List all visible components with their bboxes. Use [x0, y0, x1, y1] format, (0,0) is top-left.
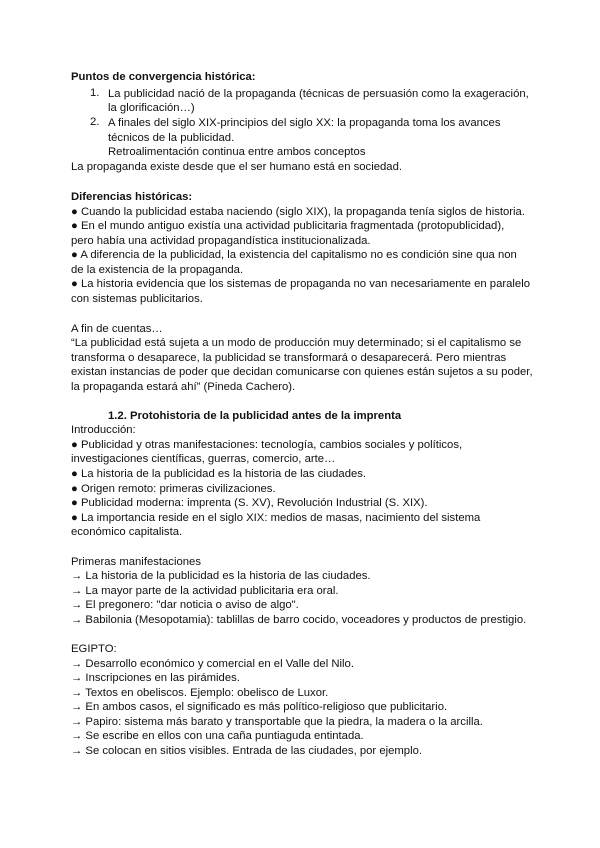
arrow-item: → Papiro: sistema más barato y transportable que la piedra, la madera o la arcilla.	[71, 716, 483, 728]
bullet-item-continued: con sistemas publicitarios.	[71, 293, 203, 305]
arrow-item: → En ambos casos, el significado es más político-religioso que publicitario.	[71, 701, 448, 713]
paragraph: La propaganda existe desde que el ser humano está en sociedad.	[71, 161, 402, 173]
subheading: Primeras manifestaciones	[71, 556, 201, 568]
bullet-item: ● Origen remoto: primeras civilizaciones.	[71, 483, 276, 495]
section-title-protohistory: 1.2. Protohistoria de la publicidad antes de la imprenta	[108, 410, 402, 422]
arrow-item: → Desarrollo económico y comercial en el Valle del Nilo.	[71, 658, 354, 670]
quote-line: la propaganda estará ahí” (Pineda Cachero).	[71, 381, 296, 393]
arrow-item: → La historia de la publicidad es la historia de las ciudades.	[71, 570, 371, 582]
list-item-text: A finales del siglo XIX-principios del siglo XX: la propaganda toma los avances	[108, 117, 501, 129]
arrow-item: → Babilonia (Mesopotamia): tablillas de barro cocido, voceadores y productos de prestigio.	[71, 614, 527, 626]
bullet-item-continued: de la existencia de la propaganda.	[71, 264, 244, 276]
arrow-item: → Textos en obeliscos. Ejemplo: obelisco de Luxor.	[71, 687, 329, 699]
arrow-item: → Se escribe en ellos con una caña puntiaguda entintada.	[71, 730, 364, 742]
list-item-text: Retroalimentación continua entre ambos conceptos	[108, 146, 366, 158]
quote-line: existan instancias de poder que decidan comunicarse con quienes están sujetos a su poder,	[71, 366, 533, 378]
bullet-item: ● Publicidad moderna: imprenta (S. XV), Revolución Industrial (S. XIX).	[71, 497, 428, 509]
bullet-item: ● La importancia reside en el siglo XIX: medios de masas, nacimiento del sistema	[71, 512, 481, 524]
arrow-item: → Inscripciones en las pirámides.	[71, 672, 240, 684]
quote-line: transforma o desaparece, la publicidad se transformará o desaparecerá. Pero mientras	[71, 352, 507, 364]
subheading: EGIPTO:	[71, 643, 117, 655]
quote-line: “La publicidad está sujeta a un modo de producción muy determinado; si el capitalismo se	[71, 337, 522, 349]
arrow-item: → El pregonero: "dar noticia o aviso de algo".	[71, 599, 299, 611]
bullet-item-continued: investigaciones científicas, guerras, comercio, arte…	[71, 453, 336, 465]
paragraph: A fin de cuentas…	[71, 323, 163, 335]
section-heading-convergence: Puntos de convergencia histórica:	[71, 71, 256, 83]
bullet-item: ● A diferencia de la publicidad, la existencia del capitalismo no es condición sine qua non	[71, 249, 517, 261]
list-item-text: La publicidad nació de la propaganda (técnicas de persuasión como la exageración,	[108, 88, 529, 100]
bullet-item: ● Publicidad y otras manifestaciones: tecnología, cambios sociales y políticos,	[71, 439, 463, 451]
list-number: 1.	[90, 87, 100, 99]
subheading: Introducción:	[71, 424, 136, 436]
list-item-text: técnicos de la publicidad.	[108, 132, 235, 144]
bullet-item-continued: pero había una actividad propagandística institucionalizada.	[71, 235, 371, 247]
bullet-item: ● En el mundo antiguo existía una actividad publicitaria fragmentada (protopublicidad),	[71, 220, 505, 232]
bullet-item: ● La historia de la publicidad es la historia de las ciudades.	[71, 468, 367, 480]
arrow-item: → La mayor parte de la actividad publicitaria era oral.	[71, 585, 339, 597]
bullet-item: ● Cuando la publicidad estaba naciendo (siglo XIX), la propaganda tenía siglos de historia.	[71, 206, 525, 218]
arrow-item: → Se colocan en sitios visibles. Entrada de las ciudades, por ejemplo.	[71, 745, 423, 757]
section-heading-differences: Diferencias históricas:	[71, 191, 193, 203]
list-item-text: la glorificación…)	[108, 102, 195, 114]
list-number: 2.	[90, 116, 100, 128]
bullet-item-continued: económico capitalista.	[71, 526, 183, 538]
bullet-item: ● La historia evidencia que los sistemas de propaganda no van necesariamente en paralelo	[71, 278, 530, 290]
